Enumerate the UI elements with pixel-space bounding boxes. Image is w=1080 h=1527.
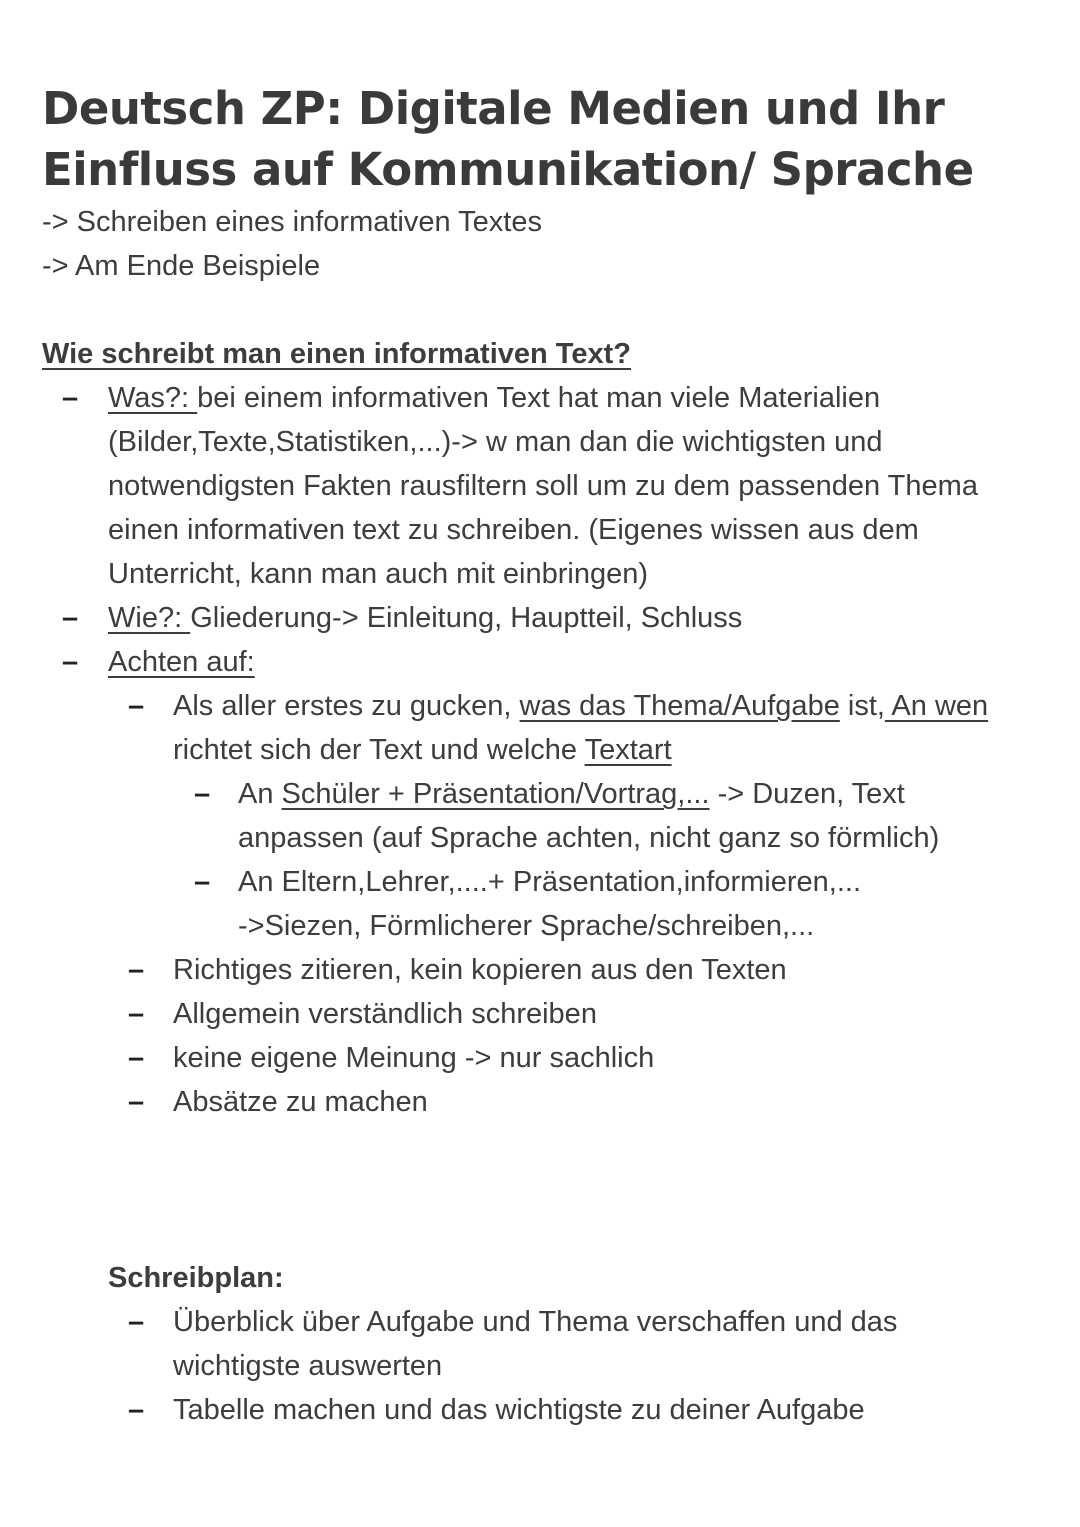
achten-item-2: Richtiges zitieren, kein kopieren aus den Texten xyxy=(173,954,787,986)
bullet-dash: – xyxy=(128,1042,145,1074)
text-fragment: richtet sich der Text und welche xyxy=(173,734,585,766)
underlined-text: Schüler + Präsentation/Vortrag,... xyxy=(281,778,710,810)
sub-item-1-line-1 xyxy=(238,772,905,816)
was-text: bei einem informativen Text hat man viele Materialien xyxy=(197,382,881,414)
wie-item xyxy=(108,596,742,640)
bullet-dash: – xyxy=(128,998,145,1030)
text-fragment: An xyxy=(238,778,282,810)
sub-item-2-line-2: ->Siezen, Förmlicherer Sprache/schreiben,... xyxy=(238,910,815,942)
wie-label: Wie?: xyxy=(108,602,191,634)
bullet-dash: – xyxy=(194,778,211,810)
bullet-dash: – xyxy=(194,866,211,898)
schreibplan-item-1-line-2: wichtigste auswerten xyxy=(173,1350,443,1382)
sub-item-2-line-1: An Eltern,Lehrer,....+ Präsentation,informieren,... xyxy=(238,866,862,898)
section-heading-informativer-text: Wie schreibt man einen informativen Text? xyxy=(42,338,631,370)
text-fragment: ist, xyxy=(839,690,885,722)
achten-item-5: Absätze zu machen xyxy=(173,1086,428,1118)
achten-label: Achten auf: xyxy=(108,646,255,678)
achten-item-1-line-1 xyxy=(173,684,988,728)
was-item-line-2: (Bilder,Texte,Statistiken,...)-> w man dan die wichtigsten und xyxy=(108,426,883,458)
text-fragment: -> Duzen, Text xyxy=(709,778,905,810)
bullet-dash: – xyxy=(62,382,79,414)
schreibplan-item-2: Tabelle machen und das wichtigste zu deiner Aufgabe xyxy=(173,1394,865,1426)
achten-item-3: Allgemein verständlich schreiben xyxy=(173,998,597,1030)
achten-item-4: keine eigene Meinung -> nur sachlich xyxy=(173,1042,655,1074)
schreibplan-heading: Schreibplan: xyxy=(108,1262,284,1294)
was-item-line-5: Unterricht, kann man auch mit einbringen) xyxy=(108,558,648,590)
bullet-dash: – xyxy=(128,1394,145,1426)
underlined-text: An wen xyxy=(884,690,989,722)
was-label: Was?: xyxy=(108,382,198,414)
was-item-line-1 xyxy=(108,376,880,420)
bullet-dash: – xyxy=(128,1306,145,1338)
bullet-dash: – xyxy=(62,646,79,678)
achten-item-1-line-2 xyxy=(173,728,672,772)
was-item-line-3: notwendigsten Fakten rausfiltern soll um zu dem passenden Thema xyxy=(108,470,978,502)
page-title: Deutsch ZP: Digitale Medien und Ihr Einfluss auf Kommunikation/ Sprache xyxy=(42,82,974,196)
wie-text: Gliederung-> Einleitung, Hauptteil, Schluss xyxy=(190,602,743,634)
bullet-dash: – xyxy=(128,690,145,722)
underlined-text: was das Thema/Aufgabe xyxy=(519,690,840,722)
was-item-line-4: einen informativen text zu schreiben. (Eigenes wissen aus dem xyxy=(108,514,919,546)
bullet-dash: – xyxy=(62,602,79,634)
intro-line-2: -> Am Ende Beispiele xyxy=(42,250,321,282)
text-fragment: Als aller erstes zu gucken, xyxy=(173,690,520,722)
bullet-dash: – xyxy=(128,1086,145,1118)
bullet-dash: – xyxy=(128,954,145,986)
underlined-text: Textart xyxy=(584,734,672,766)
sub-item-1-line-2: anpassen (auf Sprache achten, nicht ganz so förmlich) xyxy=(238,822,940,854)
intro-line-1: -> Schreiben eines informativen Textes xyxy=(42,206,542,238)
schreibplan-item-1-line-1: Überblick über Aufgabe und Thema verschaffen und das xyxy=(173,1306,898,1338)
